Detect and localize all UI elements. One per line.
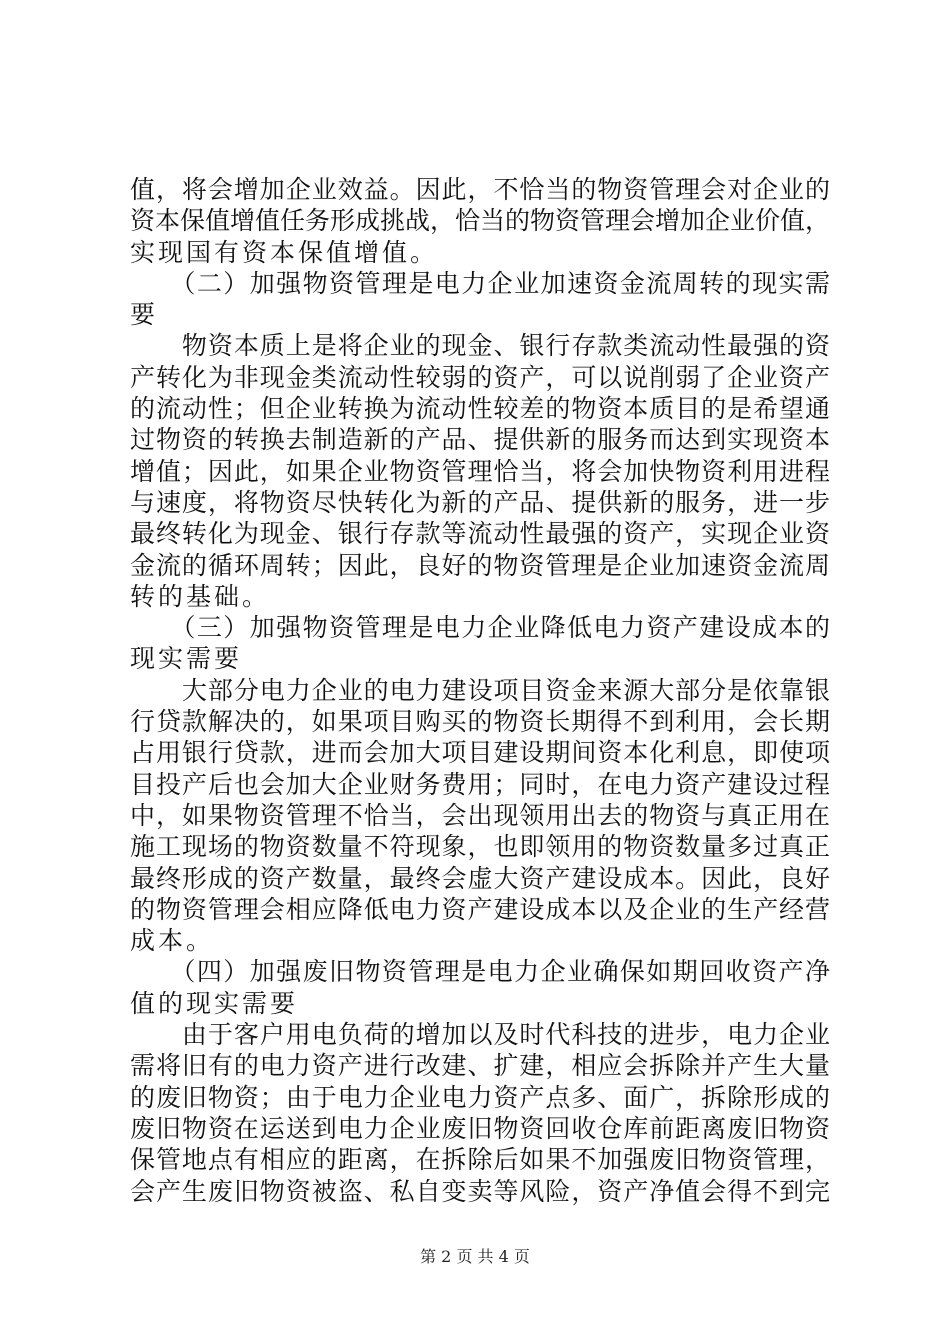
text-line: 废旧物资在运送到电力企业废旧物资回收仓库前距离废旧物资 [130,1113,830,1143]
text-line: 需将旧有的电力资产进行改建、扩建，相应会拆除并产生大量 [130,1051,830,1081]
text-line: 最终转化为现金、银行存款等流动性最强的资产，实现企业资 [130,519,830,549]
text-line: 资本保值增值任务形成挑战，恰当的物资管理会增加企业价值， [130,206,831,236]
text-line: 保管地点有相应的距离，在拆除后如果不加强废旧物资管理， [130,1145,830,1175]
section-heading-4: （四）加强废旧物资管理是电力企业确保如期回收资产净 [130,957,830,987]
text-line: 物资本质上是将企业的现金、银行存款类流动性最强的资 [130,331,830,361]
text-line: 增值；因此，如果企业物资管理恰当，将会加快物资利用进程 [130,456,830,486]
text-line: 会产生废旧物资被盗、私自变卖等风险，资产净值会得不到完 [130,1176,830,1206]
section-heading-3-end: 现实需要 [130,644,243,674]
text-line: 金流的循环周转；因此，良好的物资管理是企业加速资金流周 [130,550,830,580]
text-line: 中，如果物资管理不恰当，会出现领用出去的物资与真正用在 [130,800,830,830]
body-text [130,174,830,1207]
text-line: 的流动性；但企业转换为流动性较差的物资本质目的是希望通 [130,394,830,424]
text-line: 值，将会增加企业效益。因此，不恰当的物资管理会对企业的 [130,175,830,204]
text-line: 施工现场的物资数量不符现象，也即领用的物资数量多过真正 [130,832,830,862]
text-line: 的物资管理会相应降低电力资产建设成本以及企业的生产经营 [130,894,830,924]
text-line: 大部分电力企业的电力建设项目资金来源大部分是依靠银 [130,675,830,705]
text-line: 最终形成的资产数量，最终会虚大资产建设成本。因此，良好 [130,863,830,893]
text-line: 行贷款解决的，如果项目购买的物资长期得不到利用，会长期 [130,707,830,737]
page-footer [0,1244,950,1267]
text-line: 与速度，将物资尽快转化为新的产品、提供新的服务，进一步 [130,487,830,517]
text-line: 实现国有资本保值增值。 [130,237,439,267]
text-line: 转的基础。 [130,581,271,611]
text-line: 过物资的转换去制造新的产品、提供新的服务而达到实现资本 [130,425,830,455]
text-line: 的废旧物资；由于电力企业电力资产点多、面广，拆除形成的 [130,1082,830,1112]
text-line: 产转化为非现金类流动性较弱的资产，可以说削弱了企业资产 [130,362,830,392]
section-heading-2: （二）加强物资管理是电力企业加速资金流周转的现实需 [130,268,830,298]
section-heading-4-end: 值的现实需要 [130,988,299,1018]
text-line: 成本。 [130,926,215,956]
section-heading-3: （三）加强物资管理是电力企业降低电力资产建设成本的 [130,613,830,643]
text-line: 占用银行贷款，进而会加大项目建设期间资本化利息，即使项 [130,738,830,768]
section-heading-2-end: 要 [130,300,159,330]
text-line: 由于客户用电负荷的增加以及时代科技的进步，电力企业 [130,1020,830,1050]
page-number-label: 第 2 页 共 4 页 [420,1247,530,1266]
text-line: 目投产后也会加大企业财务费用；同时，在电力资产建设过程 [130,769,830,799]
